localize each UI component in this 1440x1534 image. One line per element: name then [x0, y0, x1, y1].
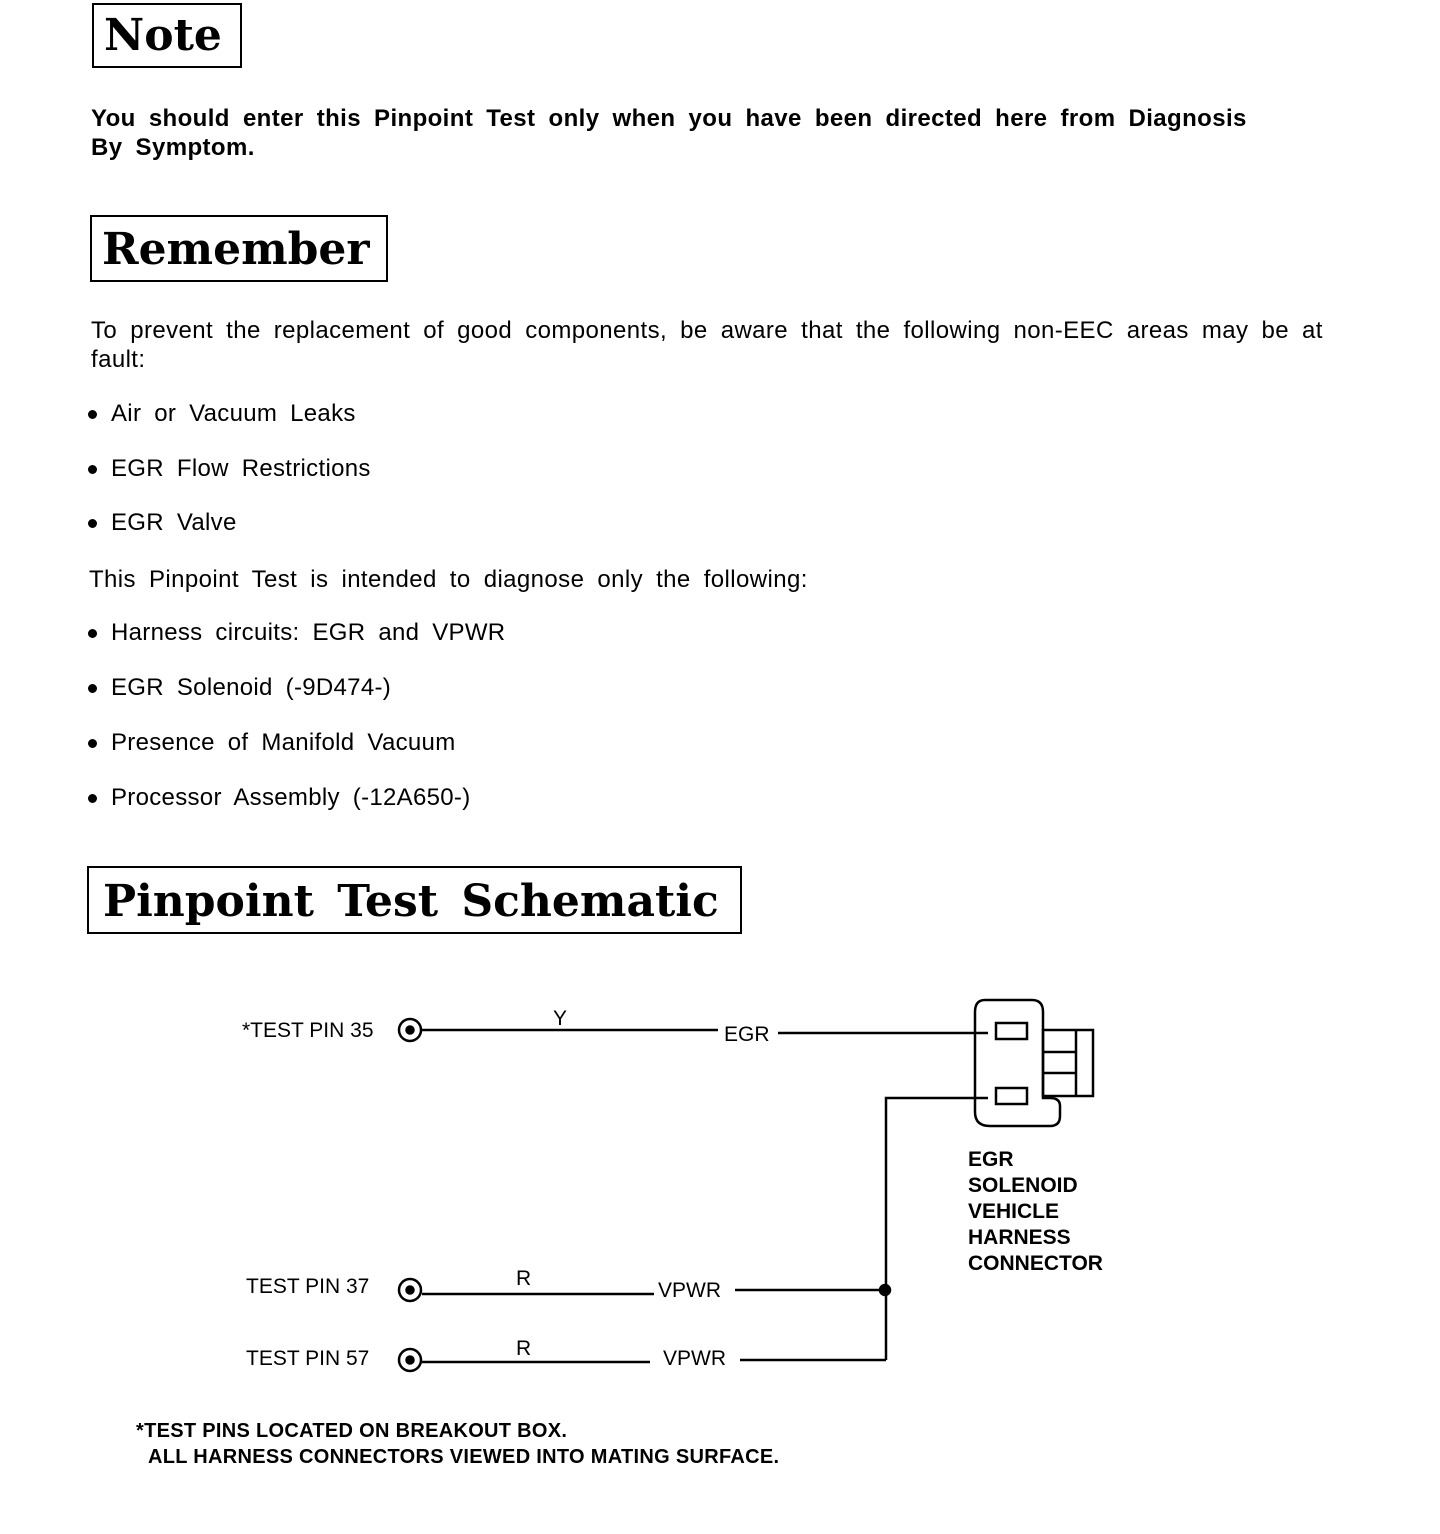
circuit-label: VPWR	[658, 1279, 721, 1302]
splice-icon	[880, 1285, 890, 1295]
list-item: EGR Solenoid (-9D474-)	[88, 674, 391, 702]
wire-color-label: R	[516, 1267, 532, 1290]
footnote: *TEST PINS LOCATED ON BREAKOUT BOX.	[136, 1420, 568, 1442]
circuit-label: VPWR	[663, 1347, 726, 1370]
schematic-heading: Pinpoint Test Schematic	[103, 876, 719, 927]
remember-heading: Remember	[102, 224, 370, 275]
list-item: Presence of Manifold Vacuum	[88, 729, 456, 757]
list-item: Processor Assembly (-12A650-)	[88, 784, 471, 812]
connector-label-line: VEHICLE	[968, 1200, 1060, 1223]
list-item: EGR Valve	[88, 509, 237, 537]
remember-intro: To prevent the replacement of good components, be aware that the following non-EEC areas may be at fault:	[91, 317, 1323, 373]
test-pin-35-label: *TEST PIN 35	[242, 1019, 374, 1042]
list-item: EGR Flow Restrictions	[88, 455, 371, 483]
note-heading: Note	[104, 10, 222, 61]
test-pin-57-icon	[399, 1349, 421, 1371]
connector-label-line: EGR	[968, 1148, 1014, 1171]
test-pin-37-icon	[399, 1279, 421, 1301]
test-pin-35-icon	[399, 1019, 421, 1041]
connector-label-line: CONNECTOR	[968, 1252, 1103, 1275]
note-text: You should enter this Pinpoint Test only when you have been directed here from Diagnosis By Symptom.	[91, 105, 1247, 161]
wire-color-label: Y	[553, 1007, 568, 1030]
circuit-label: EGR	[724, 1023, 770, 1046]
test-pin-37-label: TEST PIN 37	[246, 1275, 370, 1298]
scope-intro: This Pinpoint Test is intended to diagnose only the following:	[89, 566, 808, 593]
test-pin-57-label: TEST PIN 57	[246, 1347, 370, 1370]
connector-label-line: HARNESS	[968, 1226, 1071, 1249]
egr-solenoid-connector-icon	[975, 1000, 1093, 1126]
list-item: Air or Vacuum Leaks	[88, 400, 356, 428]
list-item: Harness circuits: EGR and VPWR	[88, 619, 505, 647]
footnote: ALL HARNESS CONNECTORS VIEWED INTO MATING SURFACE.	[148, 1446, 780, 1468]
wire-color-label: R	[516, 1337, 532, 1360]
connector-label-line: SOLENOID	[968, 1174, 1078, 1197]
